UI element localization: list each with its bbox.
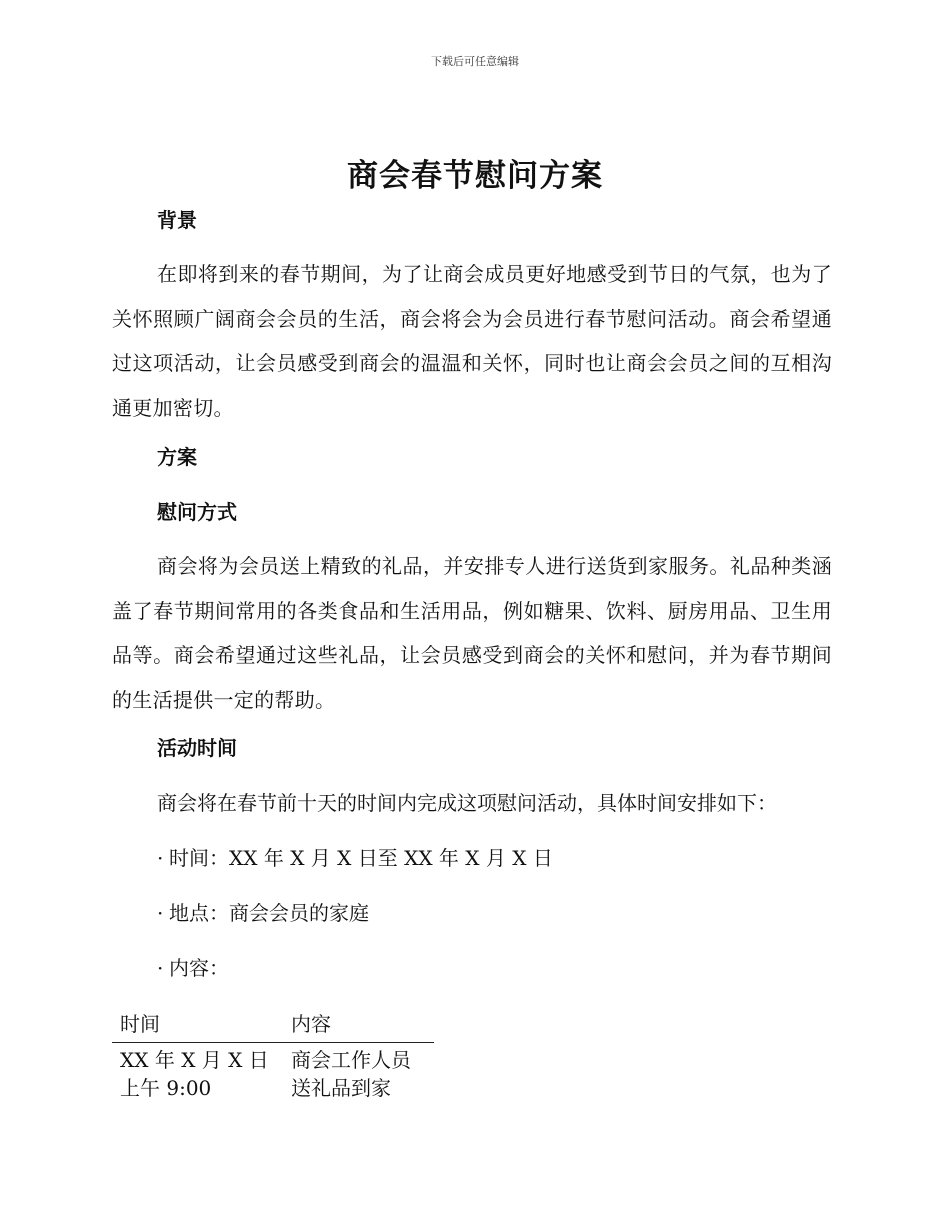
document-title: 商会春节慰问方案 <box>347 158 603 194</box>
heading-method: 慰问方式 <box>157 500 237 524</box>
bullet-dot: · <box>157 956 164 980</box>
page-header-note: 下载后可任意编辑 <box>431 55 519 68</box>
bullet-dot: · <box>157 846 164 870</box>
table-header-row <box>112 1008 434 1043</box>
schedule-intro: 商会将在春节前十天的时间内完成这项慰问活动，具体时间安排如下： <box>157 791 777 815</box>
bullet-text: 内容： <box>169 956 229 980</box>
table-row <box>112 1043 434 1103</box>
cell-line: 商会工作人员 <box>291 1048 411 1072</box>
cell-line: 上午 9:00 <box>120 1076 212 1100</box>
bullet-text: 时间：XX 年 X 月 X 日至 XX 年 X 月 X 日 <box>169 846 553 870</box>
cell-line: XX 年 X 月 X 日 <box>120 1048 269 1072</box>
bullet-item-content <box>157 954 229 982</box>
table-header-time: 时间 <box>112 1008 283 1043</box>
schedule-table <box>112 1008 434 1102</box>
table-cell-content <box>283 1043 434 1103</box>
table-cell-time <box>112 1043 283 1103</box>
paragraph-method: 商会将为会员送上精致的礼品，并安排专人进行送货到家服务。礼品种类涵盖了春节期间常用的各类食品和生活用品，例如糖果、饮料、厨房用品、卫生用品等。商会希望通过这些礼品，让会员感受到商会的关怀和慰问，并为春节期间的生活提供一定的帮助。 <box>112 554 832 712</box>
heading-background: 背景 <box>157 208 197 232</box>
heading-plan: 方案 <box>157 445 197 469</box>
paragraph-background: 在即将到来的春节期间，为了让商会成员更好地感受到节日的气氛，也为了关怀照顾广阔商会会员的生活，商会将会为会员进行春节慰问活动。商会希望通过这项活动，让会员感受到商会的温温和关怀，同时也让商会会员之间的互相沟通更加密切。 <box>112 262 832 420</box>
bullet-item-location <box>157 899 369 927</box>
table-header-content: 内容 <box>283 1008 434 1043</box>
bullet-dot: · <box>157 901 164 925</box>
bullet-item-time <box>157 844 553 872</box>
bullet-text: 地点：商会会员的家庭 <box>169 901 369 925</box>
heading-schedule: 活动时间 <box>157 736 237 760</box>
cell-line: 送礼品到家 <box>291 1076 391 1100</box>
